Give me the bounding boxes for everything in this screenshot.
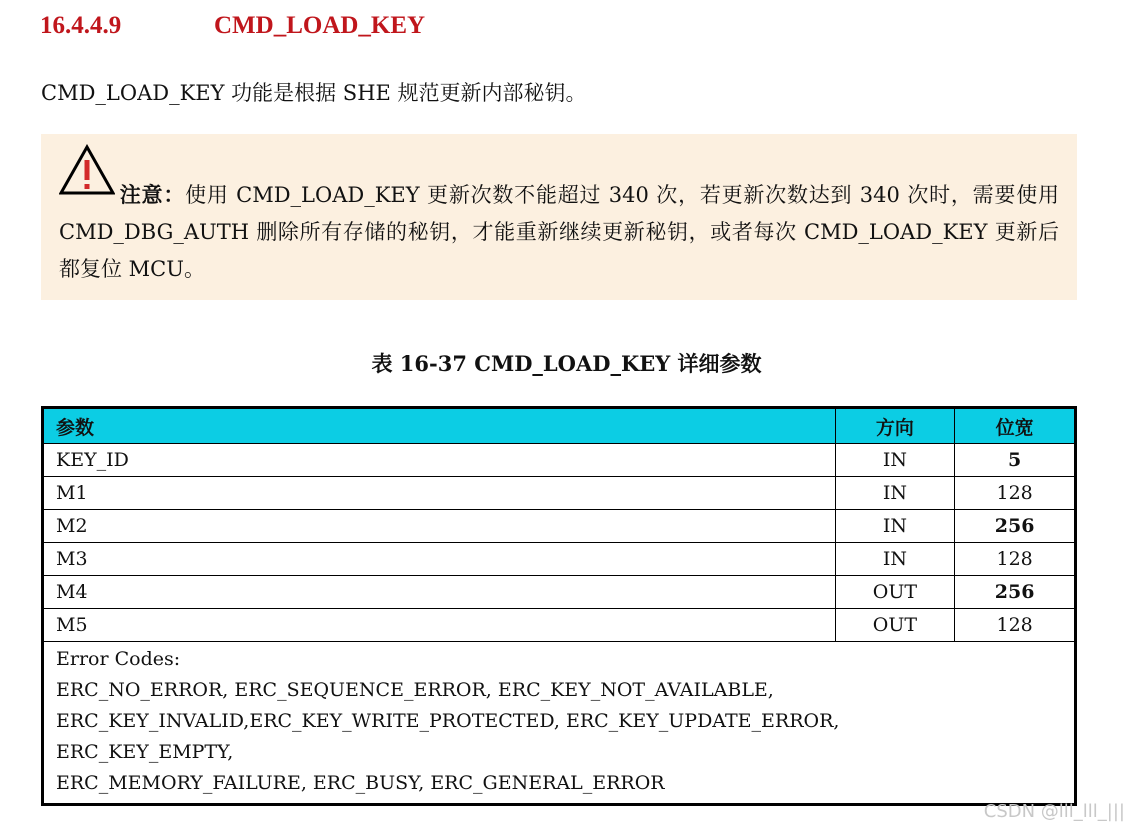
header-width: 位宽: [955, 408, 1076, 444]
error-codes-line: ERC_KEY_EMPTY,: [56, 741, 234, 763]
note-box: [41, 134, 1077, 300]
watermark: CSDN @lll_lll_|||: [983, 801, 1125, 822]
cell-param: M3: [43, 543, 836, 576]
error-codes-label: Error Codes:: [56, 648, 181, 670]
table-row: [43, 609, 1076, 642]
table-row: [43, 510, 1076, 543]
section-number: 16.4.4.9: [40, 12, 122, 39]
header-param: 参数: [43, 408, 836, 444]
cell-direction: IN: [835, 543, 955, 576]
table-row: [43, 576, 1076, 609]
cell-param: M2: [43, 510, 836, 543]
cell-width: 256: [955, 510, 1076, 543]
cell-width: 128: [955, 609, 1076, 642]
cell-width: 256: [955, 576, 1076, 609]
cell-width: 128: [955, 477, 1076, 510]
cell-width: 5: [955, 444, 1076, 477]
error-codes-line: ERC_KEY_INVALID,ERC_KEY_WRITE_PROTECTED, ERC_KEY_UPDATE_ERROR,: [56, 710, 840, 732]
cell-param: M1: [43, 477, 836, 510]
table-row: [43, 444, 1076, 477]
error-codes-line: ERC_MEMORY_FAILURE, ERC_BUSY, ERC_GENERAL_ERROR: [56, 772, 665, 794]
table-row: [43, 543, 1076, 576]
error-codes-line: ERC_NO_ERROR, ERC_SEQUENCE_ERROR, ERC_KEY_NOT_AVAILABLE,: [56, 679, 774, 701]
cell-direction: IN: [835, 444, 955, 477]
cell-param: KEY_ID: [43, 444, 836, 477]
cell-param: M5: [43, 609, 836, 642]
cell-direction: IN: [835, 510, 955, 543]
parameter-table: [41, 406, 1077, 806]
note-label: 注意：: [119, 182, 186, 207]
section-title: CMD_LOAD_KEY: [214, 12, 426, 39]
note-text: [59, 176, 1059, 288]
error-codes-cell: [43, 642, 1076, 805]
table-row: [43, 477, 1076, 510]
intro-paragraph: CMD_LOAD_KEY 功能是根据 SHE 规范更新内部秘钥。: [41, 81, 587, 105]
table-caption: 表 16-37 CMD_LOAD_KEY 详细参数: [371, 351, 762, 376]
cell-direction: OUT: [835, 576, 955, 609]
header-direction: 方向: [835, 408, 955, 444]
cell-direction: OUT: [835, 609, 955, 642]
cell-param: M4: [43, 576, 836, 609]
table-header-row: [43, 408, 1076, 444]
cell-width: 128: [955, 543, 1076, 576]
note-body: 使用 CMD_LOAD_KEY 更新次数不能超过 340 次，若更新次数达到 340 次时，需要使用 CMD_DBG_AUTH 删除所有存储的秘钥，才能重新继续更新秘钥，或者每次 CMD_LOAD_KEY 更新后都复位 MCU。: [59, 183, 1059, 281]
error-codes-row: [43, 642, 1076, 805]
cell-direction: IN: [835, 477, 955, 510]
